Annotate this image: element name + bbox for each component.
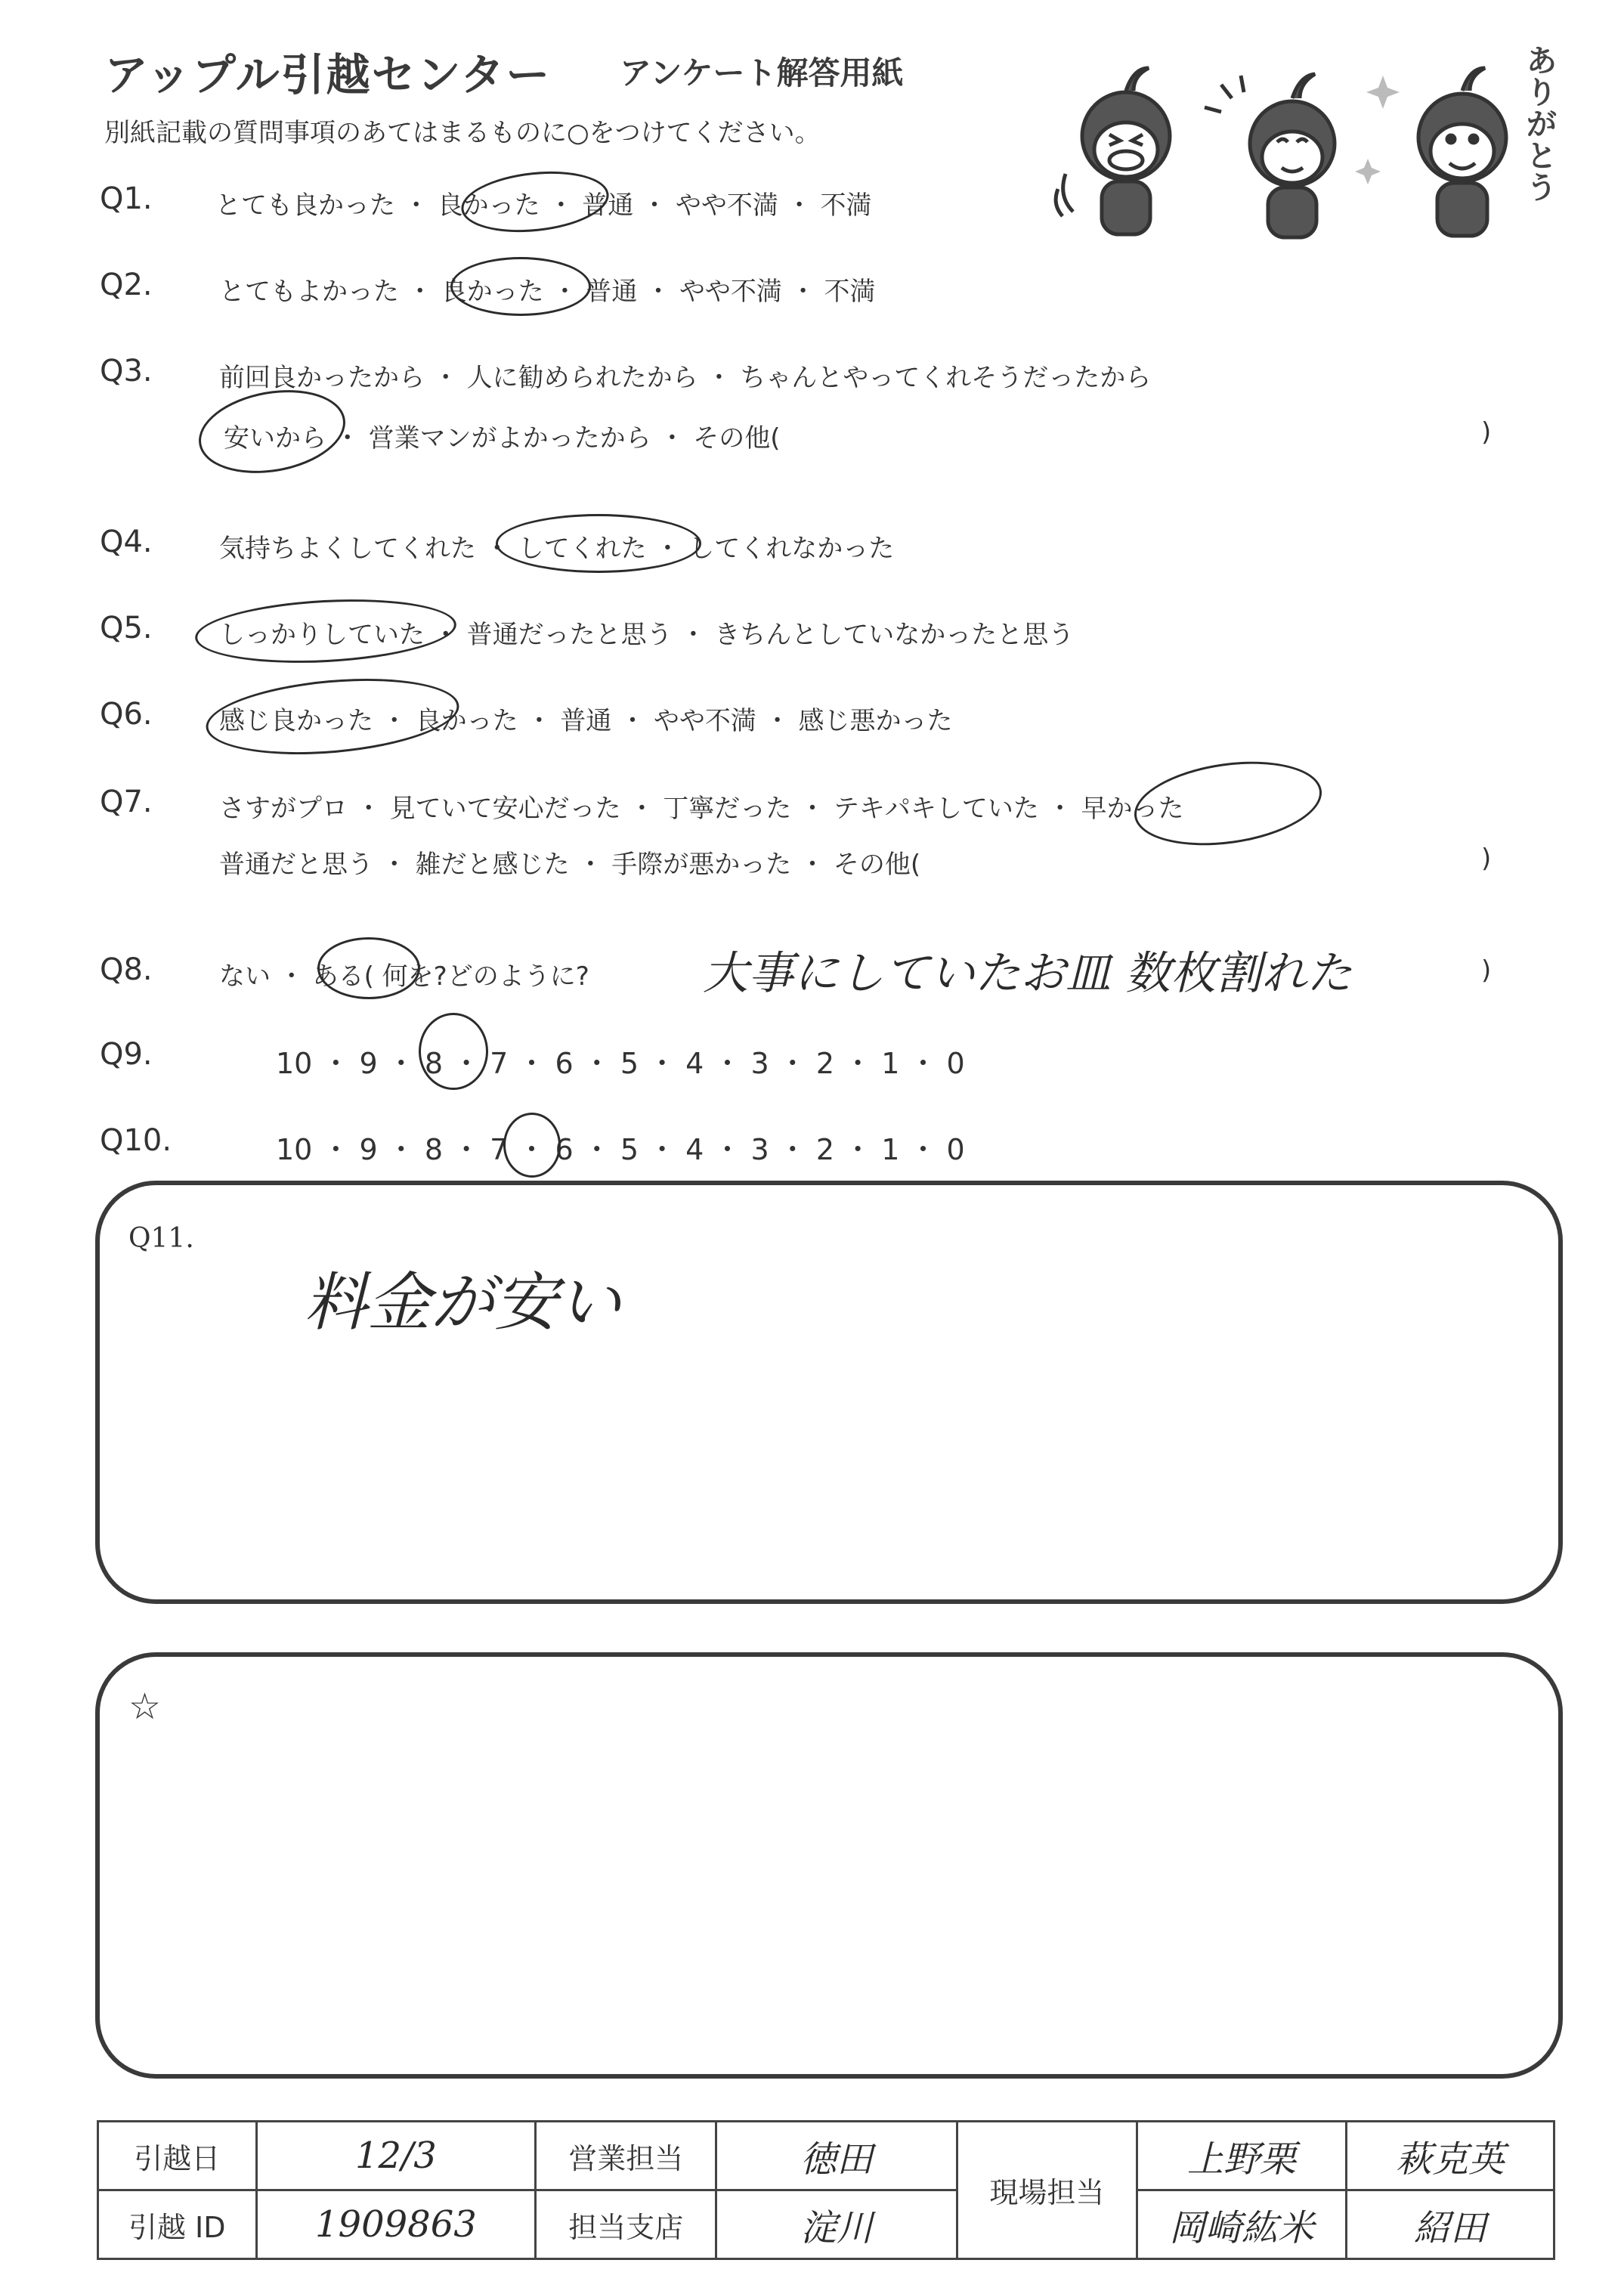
q6-label: Q6.: [100, 697, 153, 732]
sales-value: 徳田: [716, 2122, 957, 2190]
q9-scale: 10 ・ 9 ・ 8 ・ 7 ・ 6 ・ 5 ・ 4 ・ 3 ・ 2 ・ 1 ・ 0: [276, 1047, 965, 1080]
site-staff-4: 紹田: [1346, 2190, 1554, 2259]
answer-circle: [458, 165, 611, 239]
mascot-illustration: [1043, 45, 1572, 257]
star-comment-box[interactable]: [95, 1652, 1563, 2079]
q3-options-line1: 前回良かったから ・ 人に勧められたから ・ ちゃんとやってくれそうだったから: [219, 363, 1152, 393]
sparkle-icon: [1355, 76, 1400, 184]
q1-options: とても良かった ・ 良かった ・ 普通 ・ やや不満 ・ 不満: [215, 190, 872, 221]
q2-label: Q2.: [100, 268, 153, 302]
move-date-label: 引越日: [98, 2122, 257, 2190]
q11-comment-box[interactable]: [95, 1181, 1563, 1604]
q5-options: しっかりしていた ・ 普通だったと思う ・ きちんとしていなかったと思う: [219, 620, 1075, 650]
answer-circle: [193, 593, 458, 669]
move-id-label: 引越 ID: [98, 2190, 257, 2259]
monkey-icon: [1056, 68, 1170, 234]
move-date-value: 12/3: [256, 2122, 536, 2190]
sales-label: 営業担当: [536, 2122, 716, 2190]
branch-label: 担当支店: [536, 2190, 716, 2259]
q11-label: Q11.: [128, 1223, 194, 1254]
site-label: 現場担当: [957, 2122, 1137, 2259]
q7-options-line2: 普通だと思う ・ 雑だと感じた ・ 手際が悪かった ・ その他(: [219, 850, 921, 880]
answer-circle: [1129, 751, 1327, 856]
form-subtitle: アンケート解答用紙: [620, 54, 904, 91]
q6-options: 感じ良かった ・ 良かった ・ 普通 ・ やや不満 ・ 感じ悪かった: [219, 706, 953, 736]
q8-label: Q8.: [100, 952, 153, 987]
q11-handwritten-answer: 料金が安い: [304, 1265, 622, 1339]
answer-circle: [192, 379, 351, 484]
answer-circle: [496, 514, 701, 573]
q7-label: Q7.: [100, 785, 153, 819]
q9-label: Q9.: [100, 1037, 153, 1072]
mascot-thanks-text: ありがとう: [1527, 43, 1557, 206]
star-icon: ☆: [128, 1686, 162, 1728]
q3-options-line2: 安いから ・ 営業マンがよかったから ・ その他(: [224, 423, 781, 454]
q7-options-line1: さすがプロ ・ 見ていて安心だった ・ 丁寧だった ・ テキパキしていた ・ 早かった: [219, 794, 1184, 824]
q3-close-paren: ): [1481, 417, 1492, 447]
q8-handwritten-answer: 大事にしていたお皿 数枚割れた: [703, 947, 1353, 1000]
site-staff-2: 萩克英: [1346, 2122, 1554, 2190]
answer-circle: [450, 257, 591, 316]
q10-scale: 10 ・ 9 ・ 8 ・ 7 ・ 6 ・ 5 ・ 4 ・ 3 ・ 2 ・ 1 ・ 0: [276, 1133, 965, 1166]
q5-label: Q5.: [100, 611, 153, 645]
branch-value: 淀川: [716, 2190, 957, 2259]
q4-label: Q4.: [100, 525, 153, 559]
answer-circle: [419, 1013, 488, 1090]
answer-circle: [203, 670, 462, 764]
q8-close-paren: ): [1481, 955, 1492, 986]
q10-label: Q10.: [100, 1123, 172, 1158]
form-title: アップル引越センター: [104, 49, 552, 101]
site-staff-3: 岡崎紘米: [1137, 2190, 1346, 2259]
monkey-icon: [1205, 74, 1335, 237]
answer-circle: [317, 937, 420, 999]
q3-label: Q3.: [100, 354, 153, 389]
instruction-text: 別紙記載の質問事項のあてはまるものに○をつけてください。: [104, 118, 821, 148]
monkey-icon: [1418, 68, 1506, 236]
answer-circle: [503, 1113, 561, 1178]
q2-options: とてもよかった ・ 良かった ・ 普通 ・ やや不満 ・ 不満: [219, 277, 876, 307]
q4-options: 気持ちよくしてくれた ・ してくれた ・ してくれなかった: [219, 534, 895, 564]
q8-options: ない ・ ある( 何を?どのように?: [219, 961, 589, 992]
footer-info-table: [97, 2120, 1555, 2260]
move-id-value: 1909863: [256, 2190, 536, 2259]
q1-label: Q1.: [100, 181, 153, 216]
q7-close-paren: ): [1481, 844, 1492, 874]
site-staff-1: 上野栗: [1137, 2122, 1346, 2190]
